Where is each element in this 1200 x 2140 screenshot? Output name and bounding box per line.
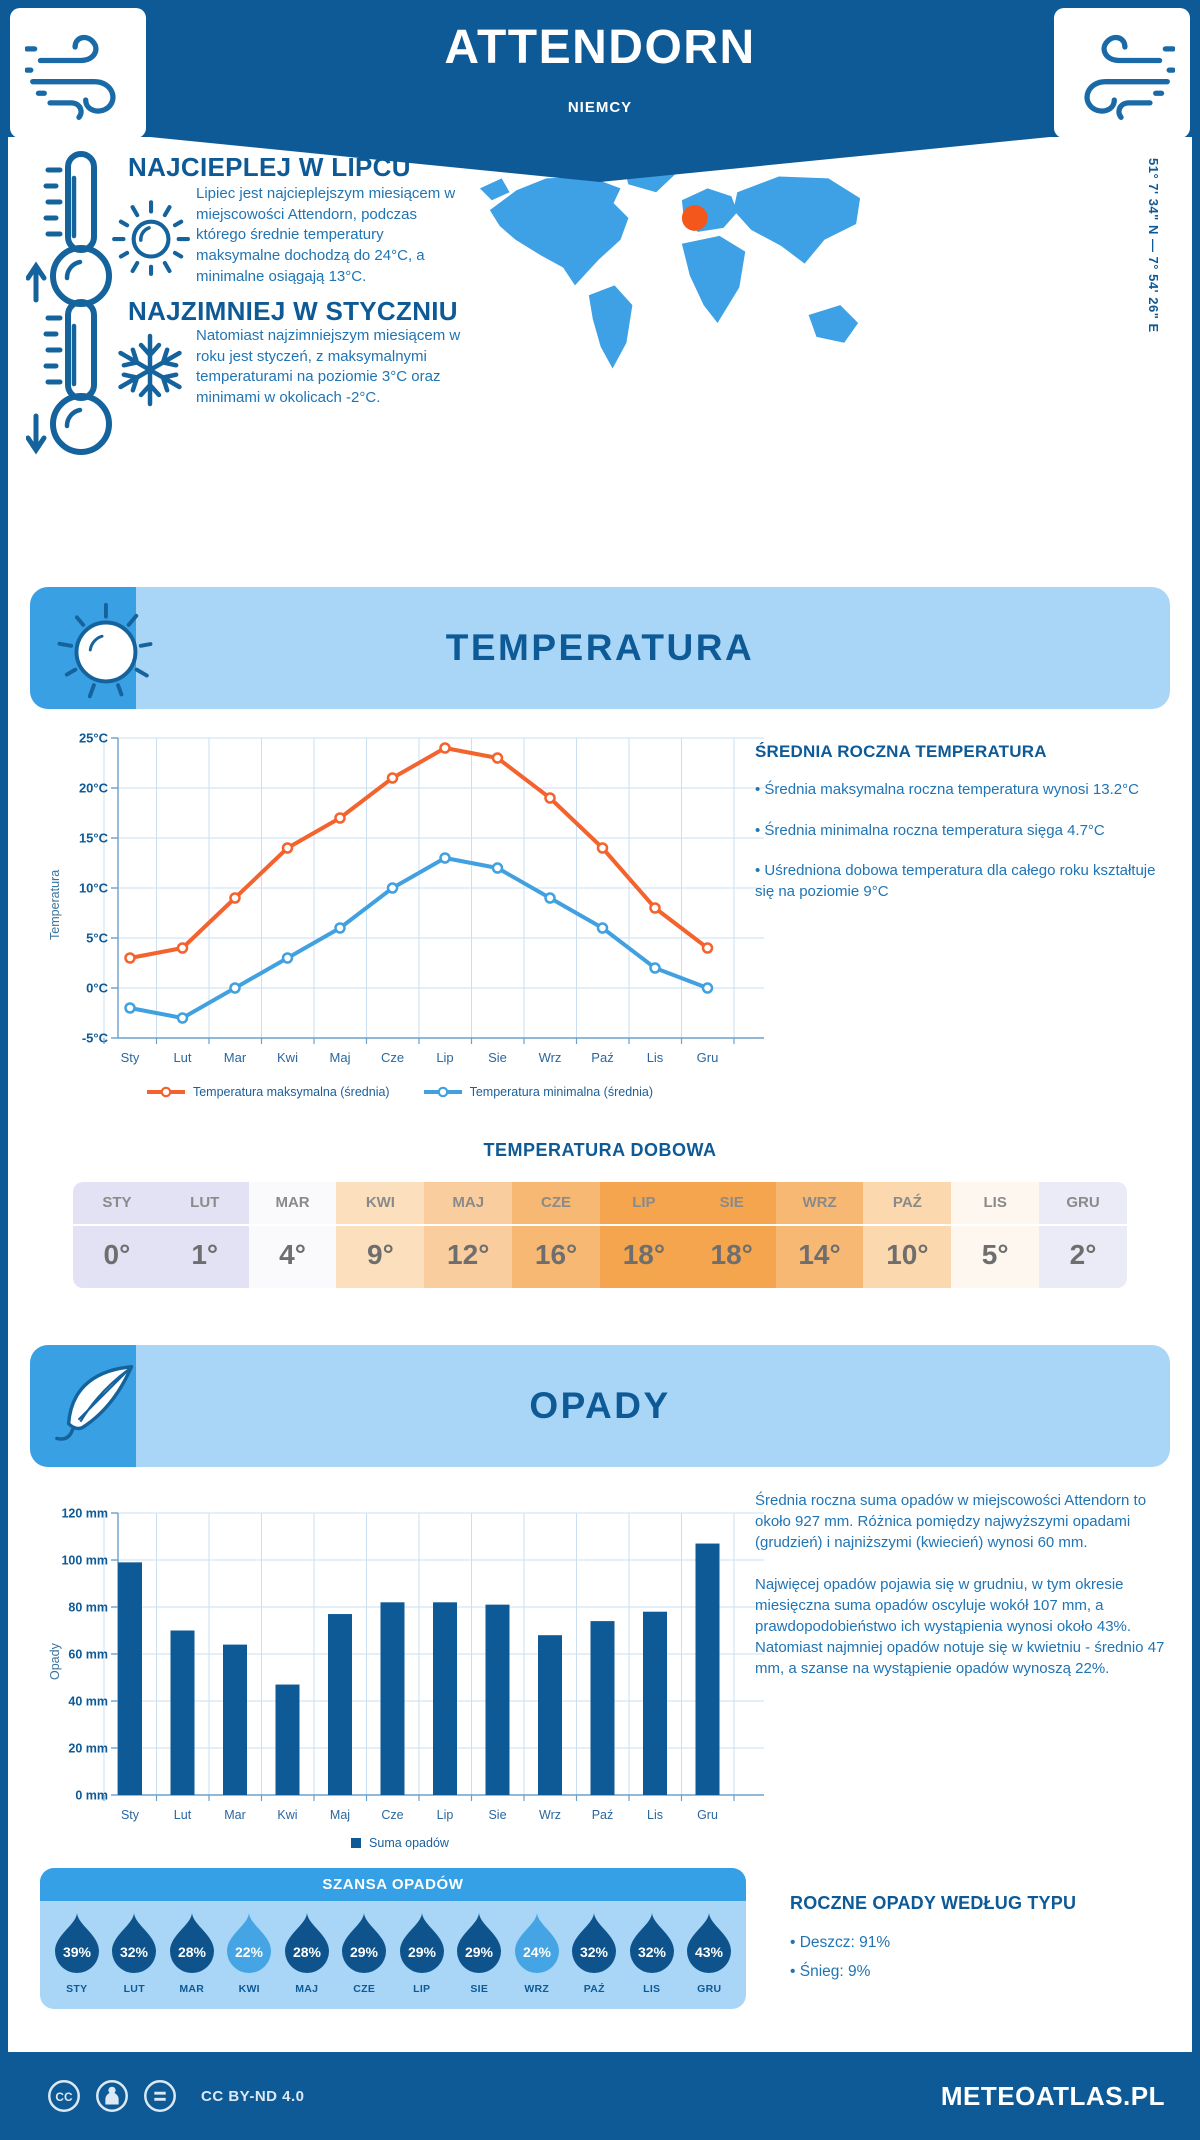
svg-text:39%: 39% (62, 1944, 91, 1960)
daily-table-column (161, 1182, 249, 1288)
chance-month-label: LUT (123, 1983, 145, 1995)
svg-text:Paź: Paź (591, 1050, 614, 1065)
svg-text:Cze: Cze (380, 1050, 405, 1065)
location-marker (682, 205, 708, 231)
water-drop-icon (342, 1913, 386, 1974)
coordinates-label: 51° 7' 34" N — 7° 54' 26" E (1146, 158, 1161, 333)
water-drop-icon (170, 1913, 214, 1974)
cc-icon (45, 2077, 83, 2115)
chance-month-label: PAŹ (583, 1983, 605, 1995)
daily-month-label: MAR (275, 1194, 310, 1211)
legend-item (424, 1085, 653, 1099)
chance-month-label: CZE (353, 1983, 376, 1995)
svg-text:Cze: Cze (381, 1808, 404, 1822)
footer (0, 2052, 1200, 2140)
daily-month-label: WRZ (802, 1194, 837, 1211)
chance-month-label: MAJ (295, 1983, 319, 1995)
svg-text:Lip: Lip (436, 1808, 454, 1822)
svg-text:24%: 24% (522, 1944, 551, 1960)
warmest-heading: NAJCIEPLEJ W LIPCU (128, 152, 411, 182)
water-drop-icon (630, 1913, 674, 1974)
legend-swatch (424, 1086, 462, 1098)
daily-temperature-value: 18° (600, 1224, 688, 1288)
temperature-bullet: • Średnia maksymalna roczna temperatura wynosi 13.2°C (755, 780, 1173, 801)
svg-text:40 mm: 40 mm (68, 1694, 108, 1709)
daily-month-label: LUT (190, 1194, 220, 1211)
svg-text:Lis: Lis (646, 1050, 664, 1065)
svg-text:Lip: Lip (436, 1050, 454, 1065)
water-drop-icon (515, 1913, 559, 1974)
wind-icon (25, 19, 131, 127)
daily-month-label: STY (102, 1194, 132, 1211)
svg-text:20°C: 20°C (78, 780, 108, 796)
temperature-bullet: • Średnia minimalna roczna temperatura sięga 4.7°C (755, 821, 1173, 842)
svg-text:28%: 28% (177, 1944, 206, 1960)
chance-drop-cell (566, 1913, 624, 1995)
svg-text:20 mm: 20 mm (68, 1741, 108, 1756)
temperature-section-title: TEMPERATURA (445, 627, 755, 668)
precipitation-paragraph: Średnia roczna suma opadów w miejscowości Attendorn to około 927 mm. Różnica pomiędzy najwyższymi opadami (grudzień) i najniższymi (kwiecień) wynosi 60 mm. (755, 1492, 1147, 1551)
svg-text:22%: 22% (235, 1944, 264, 1960)
daily-temperature-value: 9° (336, 1224, 424, 1288)
chance-drop-cell (163, 1913, 221, 1995)
temperature-bullets (755, 780, 1173, 903)
daily-table-column (863, 1182, 951, 1288)
svg-text:Gru: Gru (697, 1808, 718, 1822)
legend-swatch (147, 1086, 185, 1098)
daily-month-label: SIE (719, 1194, 744, 1211)
water-drop-icon (112, 1913, 156, 1974)
legend-label: Temperatura minimalna (średnia) (469, 1085, 653, 1099)
warmest-text: Lipiec jest najcieplejszym miesiącem w miejscowości Attendorn, podczas którego średnie temperatury maksymalne dochodzą do 24°C, a minimalne osiągają 13°C. (196, 185, 456, 285)
legend-item (147, 1085, 390, 1099)
chance-drops-row (40, 1901, 746, 2009)
temperature-sidebar-title: ŚREDNIA ROCZNA TEMPERATURA (755, 742, 1047, 761)
chance-drop-cell (623, 1913, 681, 1995)
svg-text:100 mm: 100 mm (61, 1553, 108, 1568)
chance-panel-title: SZANSA OPADÓW (40, 1868, 746, 1901)
country-subtitle: NIEMCY (567, 99, 633, 116)
water-drop-icon (400, 1913, 444, 1974)
chance-month-label: STY (66, 1983, 88, 1995)
precipitation-bar-chart (30, 1488, 770, 1828)
svg-text:Paź: Paź (591, 1808, 614, 1822)
daily-temperature-value: 2° (1039, 1224, 1127, 1288)
page-title: ATTENDORN (444, 21, 756, 74)
svg-text:10°C: 10°C (78, 880, 108, 896)
daily-table-column (1039, 1182, 1127, 1288)
daily-table-title: TEMPERATURA DOBOWA (483, 1140, 717, 1160)
chance-drop-cell (221, 1913, 279, 1995)
svg-text:Wrz: Wrz (539, 1808, 561, 1822)
license-label: CC BY-ND 4.0 (201, 2087, 305, 2105)
sun-icon (106, 192, 192, 278)
temperature-section-banner (30, 587, 1170, 709)
svg-text:25°C: 25°C (78, 730, 108, 746)
precipitation-type-item: • Deszcz: 91% (790, 1928, 1180, 1957)
svg-text:Gru: Gru (696, 1050, 719, 1065)
svg-text:0°C: 0°C (86, 980, 108, 996)
daily-table-column (249, 1182, 337, 1288)
svg-text:Kwi: Kwi (277, 1050, 298, 1065)
daily-table-column (336, 1182, 424, 1288)
daily-table-column (688, 1182, 776, 1288)
coldest-heading: NAJZIMNIEJ W STYCZNIU (128, 296, 458, 326)
svg-text:Sie: Sie (488, 1808, 507, 1822)
precipitation-type-item: • Śnieg: 9% (790, 1957, 1180, 1986)
chance-drop-cell (451, 1913, 509, 1995)
svg-text:0 mm: 0 mm (75, 1788, 108, 1803)
svg-text:Mar: Mar (224, 1808, 246, 1822)
svg-text:5°C: 5°C (86, 930, 108, 946)
chance-drop-cell (336, 1913, 394, 1995)
daily-table-column (73, 1182, 161, 1288)
svg-text:Lut: Lut (173, 1050, 192, 1065)
daily-temperature-value: 4° (249, 1224, 337, 1288)
chance-drop-cell (48, 1913, 106, 1995)
wind-icon-left-box (10, 8, 146, 138)
water-drop-icon (457, 1913, 501, 1974)
daily-temperature-value: 16° (512, 1224, 600, 1288)
chance-drop-cell (106, 1913, 164, 1995)
chance-drop-cell (681, 1913, 739, 1995)
svg-text:32%: 32% (637, 1944, 666, 1960)
bar-chart-ylabel: Opady (48, 1643, 62, 1680)
daily-temperature-value: 0° (73, 1224, 161, 1288)
legend-swatch (351, 1838, 361, 1848)
legend-item (351, 1836, 449, 1850)
precipitation-section-title: OPADY (529, 1385, 671, 1426)
water-drop-icon (572, 1913, 616, 1974)
legend-label: Suma opadów (369, 1836, 449, 1850)
coldest-text: Natomiast najzimniejszym miesiącem w roku jest styczeń, z maksymalnymi temperaturami na poziomie 3°C oraz minimami w okolicach -2°C. (196, 327, 461, 407)
daily-table-column (776, 1182, 864, 1288)
daily-table-column (424, 1182, 512, 1288)
svg-text:29%: 29% (350, 1944, 379, 1960)
chance-drop-cell (278, 1913, 336, 1995)
water-drop-icon (687, 1913, 731, 1974)
precipitation-chance-panel (40, 1868, 746, 2009)
svg-text:32%: 32% (580, 1944, 609, 1960)
svg-text:32%: 32% (120, 1944, 149, 1960)
chance-drop-cell (508, 1913, 566, 1995)
precipitation-section-banner (30, 1345, 1170, 1467)
svg-text:28%: 28% (292, 1944, 321, 1960)
water-drop-icon (55, 1913, 99, 1974)
svg-text:120 mm: 120 mm (61, 1506, 108, 1521)
wind-icon-right-box (1054, 8, 1190, 138)
svg-text:29%: 29% (407, 1944, 436, 1960)
svg-text:Lut: Lut (173, 1808, 192, 1822)
chance-month-label: KWI (238, 1983, 260, 1995)
water-drop-icon (285, 1913, 329, 1974)
daily-table-column (600, 1182, 688, 1288)
legend-label: Temperatura maksymalna (średnia) (192, 1085, 390, 1099)
svg-text:Sie: Sie (488, 1050, 507, 1065)
svg-text:Mar: Mar (223, 1050, 247, 1065)
svg-text:-5°C: -5°C (81, 1030, 108, 1046)
daily-temperature-value: 5° (951, 1224, 1039, 1288)
brand-label: METEOATLAS.PL (940, 2080, 1165, 2111)
snowflake-icon (110, 330, 190, 410)
chance-month-label: WRZ (524, 1983, 550, 1995)
svg-text:Sty: Sty (120, 1808, 140, 1822)
precipitation-type-title: ROCZNE OPADY WEDŁUG TYPU (790, 1893, 1077, 1913)
precipitation-type-items (790, 1928, 1180, 1987)
daily-month-label: GRU (1066, 1194, 1100, 1211)
daily-month-label: LIP (632, 1194, 656, 1211)
line-chart-ylabel: Temperatura (48, 869, 62, 940)
precipitation-type-block (790, 1893, 1180, 1987)
chance-month-label: LIP (413, 1983, 431, 1995)
svg-text:29%: 29% (465, 1944, 494, 1960)
left-border (0, 0, 8, 2140)
svg-text:Kwi: Kwi (277, 1808, 298, 1822)
cc-license-icons (45, 2077, 305, 2115)
daily-temperature-value: 10° (863, 1224, 951, 1288)
daily-temperature-value: 1° (161, 1224, 249, 1288)
daily-month-label: CZE (541, 1194, 572, 1211)
svg-text:80 mm: 80 mm (68, 1600, 108, 1615)
daily-table-column (512, 1182, 600, 1288)
wind-icon (1069, 19, 1175, 127)
temperature-bullet: • Uśredniona dobowa temperatura dla całego roku kształtuje się na poziomie 9°C (755, 861, 1173, 902)
precipitation-sidebar (755, 1490, 1175, 1700)
svg-text:60 mm: 60 mm (68, 1647, 108, 1662)
svg-text:Wrz: Wrz (538, 1050, 562, 1065)
daily-month-label: LIS (983, 1194, 1007, 1211)
line-chart-legend (60, 1085, 740, 1099)
chance-month-label: LIS (643, 1983, 661, 1995)
daily-month-label: MAJ (452, 1194, 485, 1211)
svg-text:15°C: 15°C (78, 830, 108, 846)
chance-month-label: SIE (470, 1983, 489, 1995)
svg-text:Maj: Maj (329, 1050, 351, 1065)
svg-text:Maj: Maj (329, 1808, 351, 1822)
daily-temperature-value: 18° (688, 1224, 776, 1288)
daily-month-label: KWI (365, 1194, 395, 1211)
chance-month-label: GRU (697, 1983, 722, 1995)
daily-table-column (951, 1182, 1039, 1288)
water-drop-icon (227, 1913, 271, 1974)
temperature-sidebar (755, 742, 1173, 923)
bar-chart-legend (60, 1836, 740, 1850)
chance-month-label: MAR (179, 1983, 205, 1995)
svg-text:CC: CC (55, 2089, 73, 2104)
chance-drop-cell (393, 1913, 451, 1995)
svg-text:Lis: Lis (647, 1808, 663, 1822)
svg-text:Sty: Sty (120, 1050, 140, 1065)
daily-temperature-value: 14° (776, 1224, 864, 1288)
svg-text:43%: 43% (695, 1944, 724, 1960)
cc-by-person-icon (93, 2077, 131, 2115)
daily-temperature-value: 12° (424, 1224, 512, 1288)
daily-month-label: PAŹ (892, 1194, 922, 1211)
daily-temperature-table (73, 1182, 1127, 1288)
temperature-line-chart (30, 718, 770, 1070)
cc-nd-equals-icon (141, 2077, 179, 2115)
precipitation-paragraph: Najwięcej opadów pojawia się w grudniu, w tym okresie miesięczna suma opadów oscyluje wokół 107 mm, a prawdopodobieństwo ich wystąpienia wynosi około 43%. Natomiast najmniej opadów notuje się w kwietniu - średnio 47 mm, a szanse na wystąpienie opadów wynoszą 22%. (755, 1576, 1165, 1677)
right-border (1192, 0, 1200, 2140)
